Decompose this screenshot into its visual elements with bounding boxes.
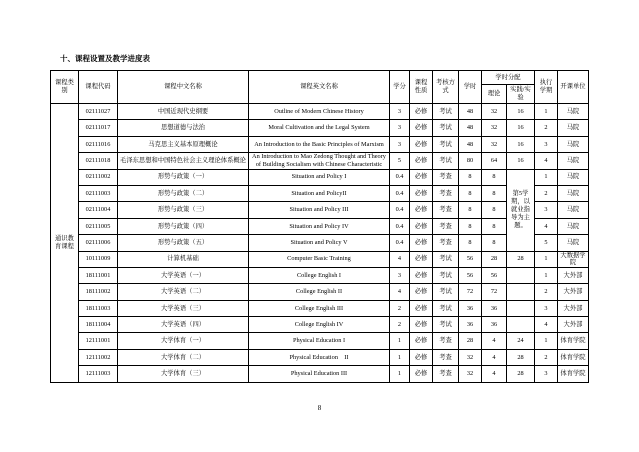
- course-cn-name: 大学英语（三）: [118, 300, 249, 316]
- table-row: [51, 104, 589, 120]
- course-assessment: 考试: [433, 317, 459, 333]
- table-row: [51, 366, 589, 382]
- course-code: 02111006: [79, 235, 118, 251]
- header-dept: 开课单位: [558, 71, 589, 104]
- course-en-name: Situation and PolicyII: [249, 185, 390, 201]
- course-en-name: Moral Cultivation and the Legal System: [249, 120, 390, 136]
- course-code: 18111001: [79, 267, 118, 283]
- course-cn-name: 大学体育（一）: [118, 333, 249, 349]
- course-cn-name: 思想道德与法治: [118, 120, 249, 136]
- header-assessment: 考核方式: [433, 71, 459, 104]
- course-nature: 必修: [410, 104, 433, 120]
- course-hours: 48: [459, 104, 482, 120]
- table-row: [51, 333, 589, 349]
- situation-policy-note: 第5学期，以就业指导为主题。: [507, 169, 535, 251]
- course-hours: 48: [459, 120, 482, 136]
- course-dept: 大外部: [558, 267, 589, 283]
- course-credits: 2: [390, 300, 410, 316]
- course-code: 12111002: [79, 349, 118, 365]
- course-cn-name: 形势与政策（五）: [118, 235, 249, 251]
- course-hours: 8: [459, 235, 482, 251]
- header-semester: 执行学期: [535, 71, 558, 104]
- course-cn-name: 形势与政策（三）: [118, 202, 249, 218]
- course-theory-hours: 28: [482, 251, 507, 267]
- course-hours: 56: [459, 251, 482, 267]
- course-nature: 必修: [410, 333, 433, 349]
- course-nature: 必修: [410, 349, 433, 365]
- course-hours: 8: [459, 169, 482, 185]
- course-code: 02111004: [79, 202, 118, 218]
- course-en-name: An Introduction to the Basic Principles of Marxism: [249, 136, 390, 152]
- course-dept: 马院: [558, 185, 589, 201]
- course-theory-hours: 4: [482, 366, 507, 382]
- course-en-name: Situation and Policy I: [249, 169, 390, 185]
- course-theory-hours: 36: [482, 300, 507, 316]
- course-assessment: 考查: [433, 202, 459, 218]
- course-code: 18111002: [79, 284, 118, 300]
- course-assessment: 考试: [433, 300, 459, 316]
- course-code: 10111009: [79, 251, 118, 267]
- course-hours: 8: [459, 202, 482, 218]
- course-code: 18111004: [79, 317, 118, 333]
- course-code: 02111002: [79, 169, 118, 185]
- course-nature: 必修: [410, 185, 433, 201]
- course-nature: 必修: [410, 218, 433, 234]
- course-semester: 3: [535, 300, 558, 316]
- course-cn-name: 马克思主义基本原理概论: [118, 136, 249, 152]
- course-semester: 2: [535, 284, 558, 300]
- course-theory-hours: 32: [482, 120, 507, 136]
- course-assessment: 考试: [433, 267, 459, 283]
- course-hours: 72: [459, 284, 482, 300]
- course-credits: 3: [390, 104, 410, 120]
- course-assessment: 考查: [433, 169, 459, 185]
- table-row: [51, 317, 589, 333]
- course-code: 12111001: [79, 333, 118, 349]
- header-code: 课程代码: [79, 71, 118, 104]
- course-assessment: 考试: [433, 104, 459, 120]
- course-en-name: An Introduction to Mao Zedong Thought and Theory of Building Socialism with Chinese Characteristic: [249, 153, 390, 169]
- course-practice-hours: 28: [507, 366, 535, 382]
- course-en-name: Outline of Modern Chinese History: [249, 104, 390, 120]
- course-hours: 56: [459, 267, 482, 283]
- course-hours: 32: [459, 366, 482, 382]
- header-hours-split: 学时分配: [482, 71, 535, 85]
- course-code: 18111003: [79, 300, 118, 316]
- course-dept: 大外部: [558, 300, 589, 316]
- course-semester: 2: [535, 349, 558, 365]
- course-dept: 大数据学院: [558, 251, 589, 267]
- course-cn-name: 大学体育（三）: [118, 366, 249, 382]
- table-body: [51, 104, 589, 383]
- course-semester: 5: [535, 235, 558, 251]
- course-code: 02111003: [79, 185, 118, 201]
- course-theory-hours: 72: [482, 284, 507, 300]
- course-credits: 3: [390, 136, 410, 152]
- course-practice-hours: [507, 317, 535, 333]
- course-theory-hours: 8: [482, 185, 507, 201]
- course-hours: 36: [459, 317, 482, 333]
- course-en-name: Situation and Policy III: [249, 202, 390, 218]
- course-theory-hours: 8: [482, 235, 507, 251]
- course-cn-name: 大学英语（四）: [118, 317, 249, 333]
- course-dept: 马院: [558, 120, 589, 136]
- course-semester: 3: [535, 366, 558, 382]
- course-hours: 48: [459, 136, 482, 152]
- table-row: [51, 169, 589, 185]
- header-theory: 理论: [482, 85, 507, 104]
- course-cn-name: 中国近现代史纲要: [118, 104, 249, 120]
- course-assessment: 考查: [433, 333, 459, 349]
- course-assessment: 考查: [433, 185, 459, 201]
- section-title: 十、课程设置及教学进度表: [60, 54, 150, 63]
- course-credits: 1: [390, 366, 410, 382]
- header-en-name: 课程英文名称: [249, 71, 390, 104]
- course-hours: 36: [459, 300, 482, 316]
- course-code: 12111003: [79, 366, 118, 382]
- course-semester: 4: [535, 153, 558, 169]
- course-cn-name: 大学体育（二）: [118, 349, 249, 365]
- course-credits: 4: [390, 251, 410, 267]
- table-row: [51, 284, 589, 300]
- course-credits: 0.4: [390, 235, 410, 251]
- course-assessment: 考试: [433, 251, 459, 267]
- course-dept: 马院: [558, 218, 589, 234]
- course-credits: 0.4: [390, 169, 410, 185]
- course-nature: 必修: [410, 251, 433, 267]
- course-hours: 28: [459, 333, 482, 349]
- course-practice-hours: 16: [507, 120, 535, 136]
- course-category: 通识教育课程: [51, 104, 79, 383]
- course-en-name: Computer Basic Training: [249, 251, 390, 267]
- course-credits: 3: [390, 120, 410, 136]
- course-en-name: College English I: [249, 267, 390, 283]
- course-credits: 0.4: [390, 202, 410, 218]
- course-nature: 必修: [410, 136, 433, 152]
- course-credits: 3: [390, 267, 410, 283]
- course-practice-hours: 24: [507, 333, 535, 349]
- course-dept: 大外部: [558, 317, 589, 333]
- course-dept: 体育学院: [558, 366, 589, 382]
- course-theory-hours: 8: [482, 218, 507, 234]
- course-en-name: College English II: [249, 284, 390, 300]
- course-credits: 2: [390, 317, 410, 333]
- course-nature: 必修: [410, 120, 433, 136]
- course-nature: 必修: [410, 153, 433, 169]
- course-nature: 必修: [410, 235, 433, 251]
- course-dept: 马院: [558, 104, 589, 120]
- course-semester: 2: [535, 185, 558, 201]
- course-hours: 80: [459, 153, 482, 169]
- course-semester: 3: [535, 202, 558, 218]
- course-semester: 2: [535, 120, 558, 136]
- course-dept: 体育学院: [558, 349, 589, 365]
- course-practice-hours: [507, 300, 535, 316]
- course-credits: 4: [390, 284, 410, 300]
- course-nature: 必修: [410, 202, 433, 218]
- course-theory-hours: 4: [482, 349, 507, 365]
- course-practice-hours: [507, 284, 535, 300]
- course-semester: 1: [535, 169, 558, 185]
- table-row: [51, 136, 589, 152]
- table-row: [51, 349, 589, 365]
- course-theory-hours: 8: [482, 169, 507, 185]
- header-cn-name: 课程中文名称: [118, 71, 249, 104]
- course-practice-hours: 16: [507, 136, 535, 152]
- course-dept: 马院: [558, 235, 589, 251]
- course-en-name: Physical Education II: [249, 349, 390, 365]
- course-cn-name: 大学英语（一）: [118, 267, 249, 283]
- course-credits: 0.4: [390, 185, 410, 201]
- course-hours: 8: [459, 185, 482, 201]
- course-nature: 必修: [410, 317, 433, 333]
- course-semester: 4: [535, 218, 558, 234]
- course-cn-name: 大学英语（二）: [118, 284, 249, 300]
- course-cn-name: 毛泽东思想和中国特色社会主义理论体系概论: [118, 153, 249, 169]
- course-en-name: Physical Education I: [249, 333, 390, 349]
- course-dept: 马院: [558, 202, 589, 218]
- page-number: 8: [317, 404, 322, 412]
- course-code: 02111017: [79, 120, 118, 136]
- course-assessment: 考试: [433, 120, 459, 136]
- course-assessment: 考查: [433, 366, 459, 382]
- course-credits: 5: [390, 153, 410, 169]
- course-theory-hours: 36: [482, 317, 507, 333]
- course-en-name: Situation and Policy IV: [249, 218, 390, 234]
- course-semester: 3: [535, 136, 558, 152]
- course-code: 02111005: [79, 218, 118, 234]
- course-dept: 马院: [558, 169, 589, 185]
- course-cn-name: 形势与政策（二）: [118, 185, 249, 201]
- course-schedule-table: [50, 70, 589, 383]
- course-en-name: Situation and Policy V: [249, 235, 390, 251]
- table-row: [51, 267, 589, 283]
- table-row: [51, 120, 589, 136]
- course-hours: 32: [459, 349, 482, 365]
- course-theory-hours: 4: [482, 333, 507, 349]
- course-theory-hours: 56: [482, 267, 507, 283]
- course-theory-hours: 32: [482, 104, 507, 120]
- course-dept: 马院: [558, 136, 589, 152]
- course-assessment: 考查: [433, 349, 459, 365]
- course-semester: 1: [535, 104, 558, 120]
- header-hours: 学时: [459, 71, 482, 104]
- course-assessment: 考查: [433, 235, 459, 251]
- course-cn-name: 形势与政策（四）: [118, 218, 249, 234]
- course-theory-hours: 32: [482, 136, 507, 152]
- course-practice-hours: 28: [507, 251, 535, 267]
- course-theory-hours: 8: [482, 202, 507, 218]
- header-nature: 课程性质: [410, 71, 433, 104]
- course-dept: 马院: [558, 153, 589, 169]
- course-assessment: 考查: [433, 218, 459, 234]
- course-semester: 1: [535, 267, 558, 283]
- header-practice: 实践/实验: [507, 85, 535, 104]
- header-credits: 学分: [390, 71, 410, 104]
- course-code: 02111027: [79, 104, 118, 120]
- course-cn-name: 形势与政策（一）: [118, 169, 249, 185]
- header-category: 课程类别: [51, 71, 79, 104]
- course-semester: 1: [535, 251, 558, 267]
- table-row: [51, 300, 589, 316]
- course-code: 02111018: [79, 153, 118, 169]
- table-row: [51, 251, 589, 267]
- course-practice-hours: 28: [507, 349, 535, 365]
- course-assessment: 考试: [433, 136, 459, 152]
- course-nature: 必修: [410, 284, 433, 300]
- course-hours: 8: [459, 218, 482, 234]
- course-en-name: College English IV: [249, 317, 390, 333]
- course-theory-hours: 64: [482, 153, 507, 169]
- course-nature: 必修: [410, 300, 433, 316]
- course-assessment: 考试: [433, 284, 459, 300]
- course-nature: 必修: [410, 267, 433, 283]
- course-dept: 体育学院: [558, 333, 589, 349]
- course-practice-hours: 16: [507, 104, 535, 120]
- header-row: [51, 71, 589, 85]
- course-nature: 必修: [410, 169, 433, 185]
- course-credits: 1: [390, 333, 410, 349]
- course-assessment: 考试: [433, 153, 459, 169]
- course-nature: 必修: [410, 366, 433, 382]
- course-credits: 1: [390, 349, 410, 365]
- course-practice-hours: [507, 267, 535, 283]
- course-code: 02111016: [79, 136, 118, 152]
- course-semester: 4: [535, 317, 558, 333]
- course-en-name: College English III: [249, 300, 390, 316]
- course-cn-name: 计算机基础: [118, 251, 249, 267]
- table-row: [51, 153, 589, 169]
- course-credits: 0.4: [390, 218, 410, 234]
- course-practice-hours: 16: [507, 153, 535, 169]
- course-semester: 1: [535, 333, 558, 349]
- course-en-name: Physical Education III: [249, 366, 390, 382]
- course-dept: 大外部: [558, 284, 589, 300]
